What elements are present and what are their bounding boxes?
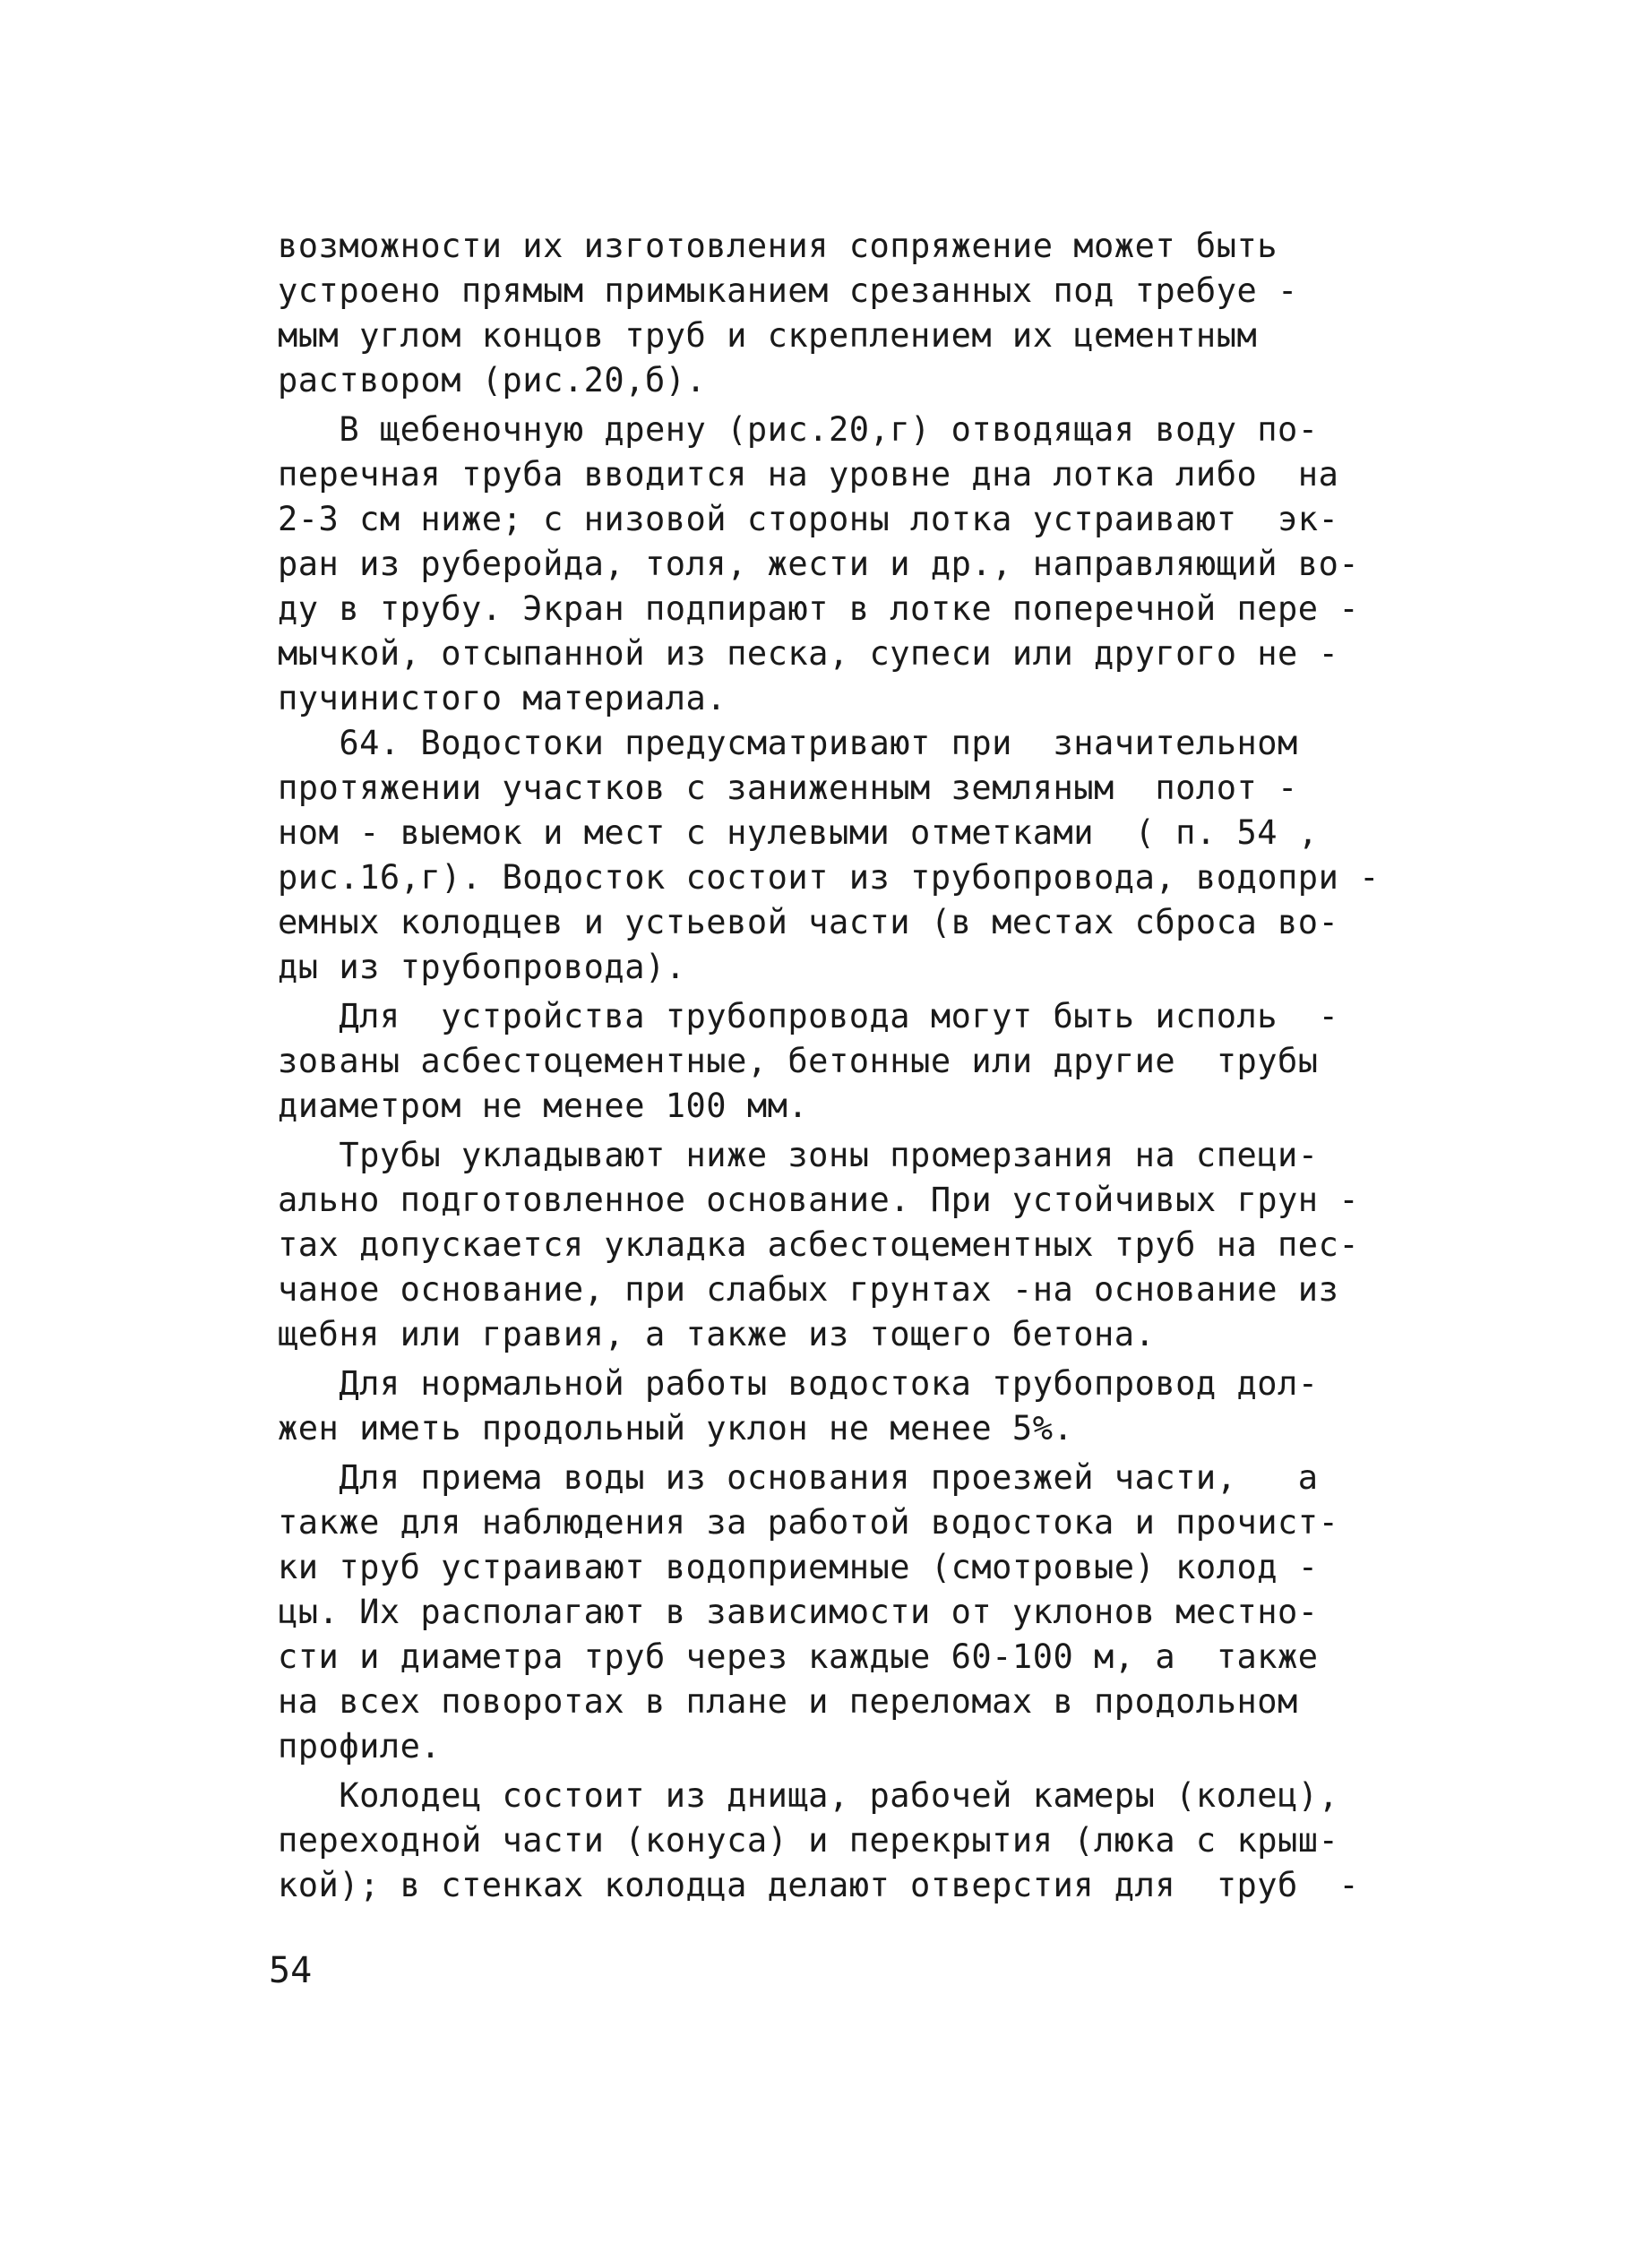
text-line: щебня или гравия, а также из тощего бетона. <box>278 1315 1156 1353</box>
text-line: протяжении участков с заниженным земляным полот - <box>278 769 1298 807</box>
text-line: ран из руберойда, толя, жести и др., направляющий во- <box>278 545 1360 583</box>
text-line: Для приема воды из основания проезжей части, а <box>278 1458 1319 1497</box>
text-line: ально подготовленное основание. При устойчивых грун - <box>278 1181 1360 1219</box>
text-line: Трубы укладывают ниже зоны промерзания на специ- <box>278 1136 1319 1174</box>
text-line: также для наблюдения за работой водостока и прочист- <box>278 1503 1339 1542</box>
text-line: переходной части (конуса) и перекрытия (люка с крыш- <box>278 1821 1339 1860</box>
text-line: устроено прямым примыканием срезанных под требуе - <box>278 271 1298 310</box>
text-line: пучинистого материала. <box>278 679 727 718</box>
text-line: Колодец состоит из днища, рабочей камеры (колец), <box>278 1776 1339 1815</box>
text-line: ды из трубопровода). <box>278 948 686 986</box>
text-line: рис.16,г). Водосток состоит из трубопровода, водопри - <box>278 858 1380 897</box>
text-line: Для устройства трубопровода могут быть исполь - <box>278 997 1339 1035</box>
text-line: 2-3 см ниже; с низовой стороны лотка устраивают эк- <box>278 500 1339 538</box>
page-number: 54 <box>269 1950 313 1991</box>
text-line: ду в трубу. Экран подпирают в лотке поперечной пере - <box>278 589 1360 628</box>
text-line: сти и диаметра труб через каждые 60-100 м, а также <box>278 1637 1319 1676</box>
text-line: мым углом концов труб и скреплением их цементным <box>278 316 1258 355</box>
text-line: 64. Водостоки предусматривают при значительном <box>278 724 1298 762</box>
text-line: Для нормальной работы водостока трубопровод дол- <box>278 1364 1319 1403</box>
text-line: мычкой, отсыпанной из песка, супеси или другого не - <box>278 634 1339 673</box>
text-line: цы. Их располагают в зависимости от уклонов местно- <box>278 1593 1319 1631</box>
text-line: жен иметь продольный уклон не менее 5%. <box>278 1409 1074 1448</box>
text-line: возможности их изготовления сопряжение может быть <box>278 227 1278 265</box>
text-line: на всех поворотах в плане и переломах в продольном <box>278 1682 1298 1721</box>
text-line: ки труб устраивают водоприемные (смотровые) колод - <box>278 1548 1319 1586</box>
text-line: диаметром не менее 100 мм. <box>278 1087 809 1125</box>
text-line: перечная труба вводится на уровне дна лотка либо на <box>278 455 1339 494</box>
text-line: профиле. <box>278 1727 442 1766</box>
text-line: раствором (рис.20,б). <box>278 361 707 400</box>
text-line: ном - выемок и мест с нулевыми отметками ( п. 54 , <box>278 813 1319 852</box>
text-line: емных колодцев и устьевой части (в местах сброса во- <box>278 903 1339 941</box>
text-line: тах допускается укладка асбестоцементных труб на пес- <box>278 1225 1360 1264</box>
text-line: кой); в стенках колодца делают отверстия для труб - <box>278 1866 1360 1904</box>
text-line: В щебеночную дрену (рис.20,г) отводящая воду по- <box>278 410 1319 449</box>
text-line: чаное основание, при слабых грунтах -на основание из <box>278 1270 1339 1309</box>
text-line: зованы асбестоцементные, бетонные или другие трубы <box>278 1042 1319 1080</box>
